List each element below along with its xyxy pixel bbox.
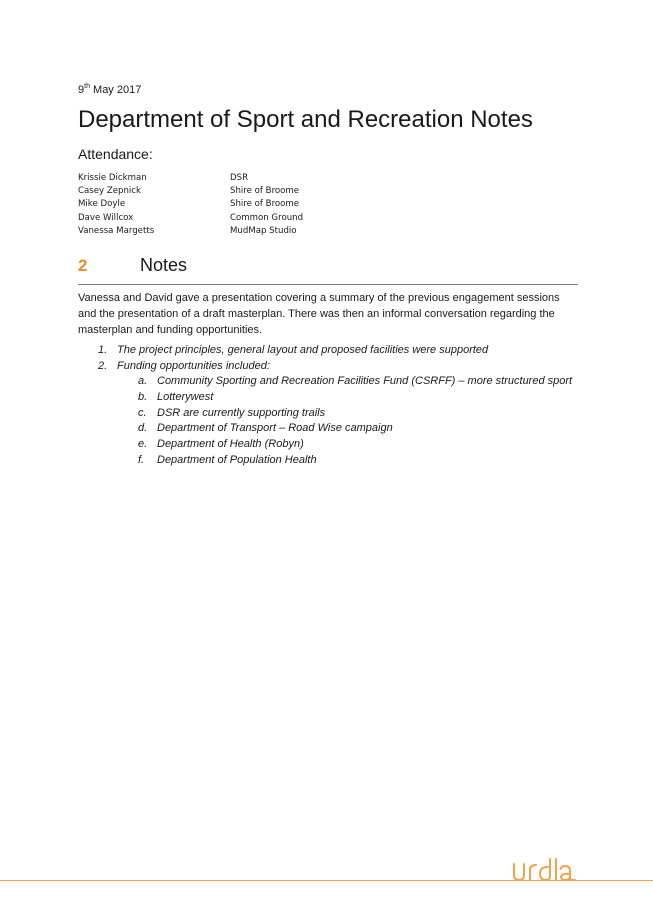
section-number: 2 (78, 256, 88, 275)
date-ordinal-suffix: th (84, 83, 90, 90)
attendee-row (78, 198, 378, 211)
sub-list-item (78, 453, 598, 469)
list-item-text: The project principles, general layout and proposed facilities were supported (117, 344, 489, 356)
list-item-text: DSR are currently supporting trails (157, 406, 326, 419)
document-date (78, 84, 141, 96)
list-marker: f. (138, 453, 145, 466)
list-item-text: Funding opportunities included: (117, 359, 270, 372)
list-item-text: Community Sporting and Recreation Facilities Fund (CSRFF) – more structured sport (157, 375, 573, 388)
list-item-text: Department of Population Health (157, 453, 317, 466)
list-marker: a. (138, 375, 148, 388)
list-item-text: Department of Health (Robyn) (157, 438, 304, 451)
list-item-text: Department of Transport – Road Wise campaign (157, 422, 393, 435)
attendee-row (78, 172, 378, 185)
attendee-name: Mike Doyle (78, 199, 126, 210)
page-title: Department of Sport and Recreation Notes (78, 106, 533, 133)
list-marker: 1. (98, 344, 108, 356)
attendee-organisation: DSR (230, 173, 249, 183)
sub-list-item (78, 390, 598, 406)
list-marker: 2. (98, 359, 108, 372)
attendee-organisation: Shire of Broome (230, 199, 300, 210)
attendee-row (78, 185, 378, 198)
sub-list-item (78, 421, 598, 437)
intro-paragraph: Vanessa and David gave a presentation covering a summary of the previous engagement sessions and the presentation of a draft masterplan. There was then an informal conversation regarding the masterplan and funding opportunities. (78, 292, 560, 336)
date-day: 9 (78, 84, 85, 96)
date-month-year: May 2017 (89, 84, 142, 96)
attendee-organisation: MudMap Studio (230, 225, 297, 236)
attendee-list (78, 172, 378, 238)
list-marker: d. (138, 422, 148, 435)
urla-logo (512, 856, 576, 882)
attendee-organisation: Shire of Broome (230, 186, 300, 197)
sub-list-item (78, 437, 598, 453)
section-heading (78, 256, 578, 285)
attendee-row (78, 212, 378, 225)
list-marker: b. (138, 391, 148, 404)
notes-list (78, 343, 598, 469)
sub-list-item (78, 406, 598, 422)
attendee-name: Vanessa Margetts (78, 225, 155, 236)
attendee-row (78, 225, 378, 238)
attendance-heading: Attendance: (78, 146, 153, 162)
attendee-name: Dave Willcox (78, 212, 134, 223)
list-item (78, 359, 598, 375)
attendee-organisation: Common Ground (230, 212, 304, 223)
list-item-text: Lotterywest (157, 391, 214, 404)
list-item (78, 343, 598, 359)
list-marker: e. (138, 438, 148, 451)
sub-list-item (78, 374, 598, 390)
section-title: Notes (140, 255, 188, 275)
list-marker: c. (138, 406, 147, 419)
attendee-name: Casey Zepnick (78, 186, 142, 197)
attendee-name: Krissie Dickman (78, 173, 147, 183)
